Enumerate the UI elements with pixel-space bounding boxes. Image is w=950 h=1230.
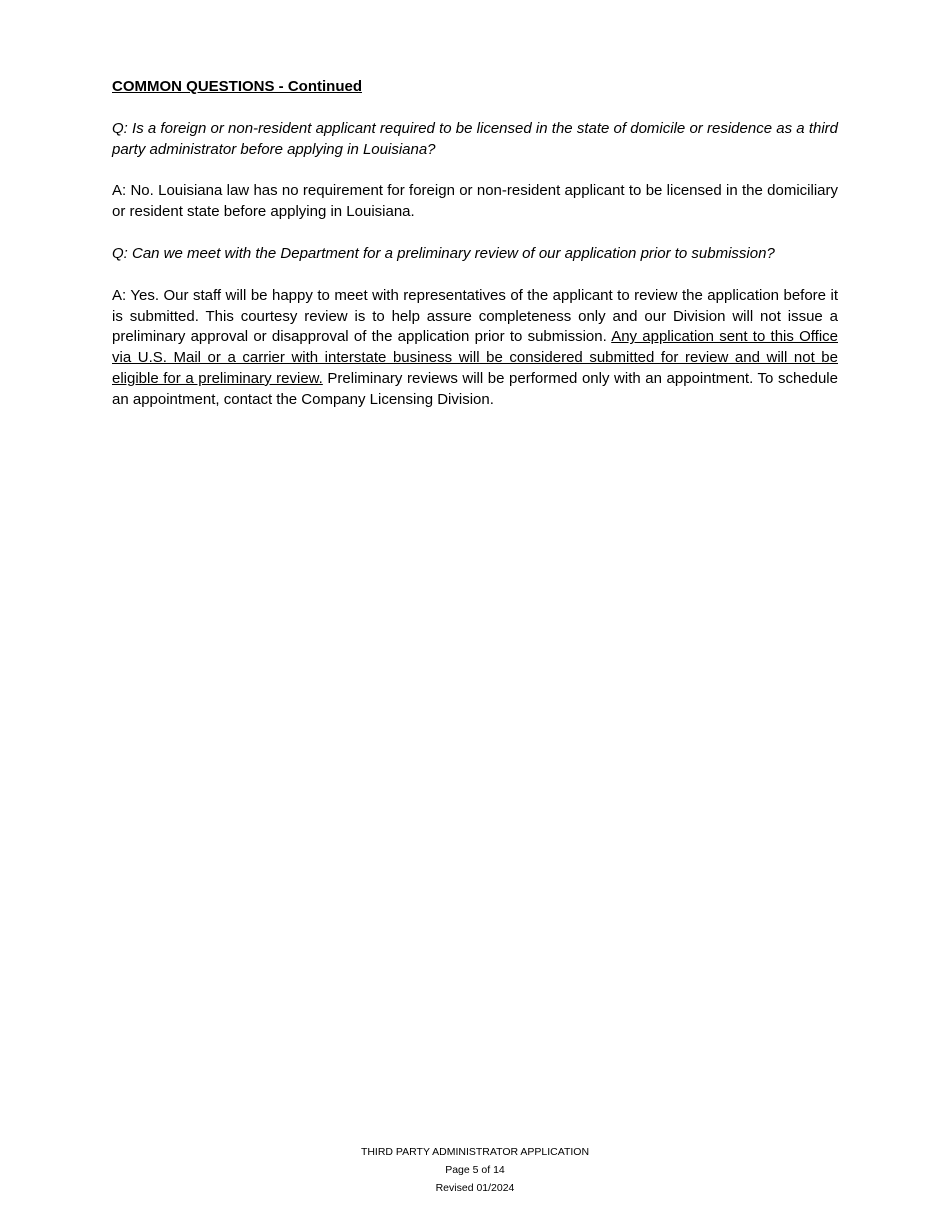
answer-1: A: No. Louisiana law has no requirement for foreign or non-resident applicant to be licensed in the domiciliary or resident state before applying in Louisiana. bbox=[112, 182, 838, 221]
page-footer bbox=[0, 1143, 950, 1197]
answer-2-part-1: A: Yes. Our staff will be happy to meet with representatives of the applicant to review the application before it is submitted. This courtesy review is to help assure completeness only and our Division will not issue a preliminary approval or disapproval of the application prior to submission. bbox=[112, 286, 838, 346]
question-2: Q: Can we meet with the Department for a preliminary review of our application prior to submission? bbox=[112, 244, 775, 262]
answer-2-underlined-text: Any application sent to this Office via U.S. Mail or a carrier with interstate business will be considered submitted for review and will not be eligible for a preliminary review. bbox=[112, 328, 838, 387]
section-heading: COMMON QUESTIONS - Continued bbox=[112, 78, 362, 95]
footer-revised-date: Revised 01/2024 bbox=[435, 1182, 515, 1194]
question-1: Q: Is a foreign or non-resident applicant required to be licensed in the state of domicile or residence as a third party administrator before applying in Louisiana? bbox=[112, 119, 838, 158]
page-content bbox=[112, 77, 838, 432]
answer-2 bbox=[112, 286, 838, 411]
footer-title: THIRD PARTY ADMINISTRATOR APPLICATION bbox=[360, 1146, 590, 1158]
answer-2-part-2: Preliminary reviews will be performed only with an appointment. To schedule an appointment, contact the Company Licensing Division. bbox=[112, 369, 838, 408]
footer-page-number: Page 5 of 14 bbox=[445, 1164, 505, 1176]
